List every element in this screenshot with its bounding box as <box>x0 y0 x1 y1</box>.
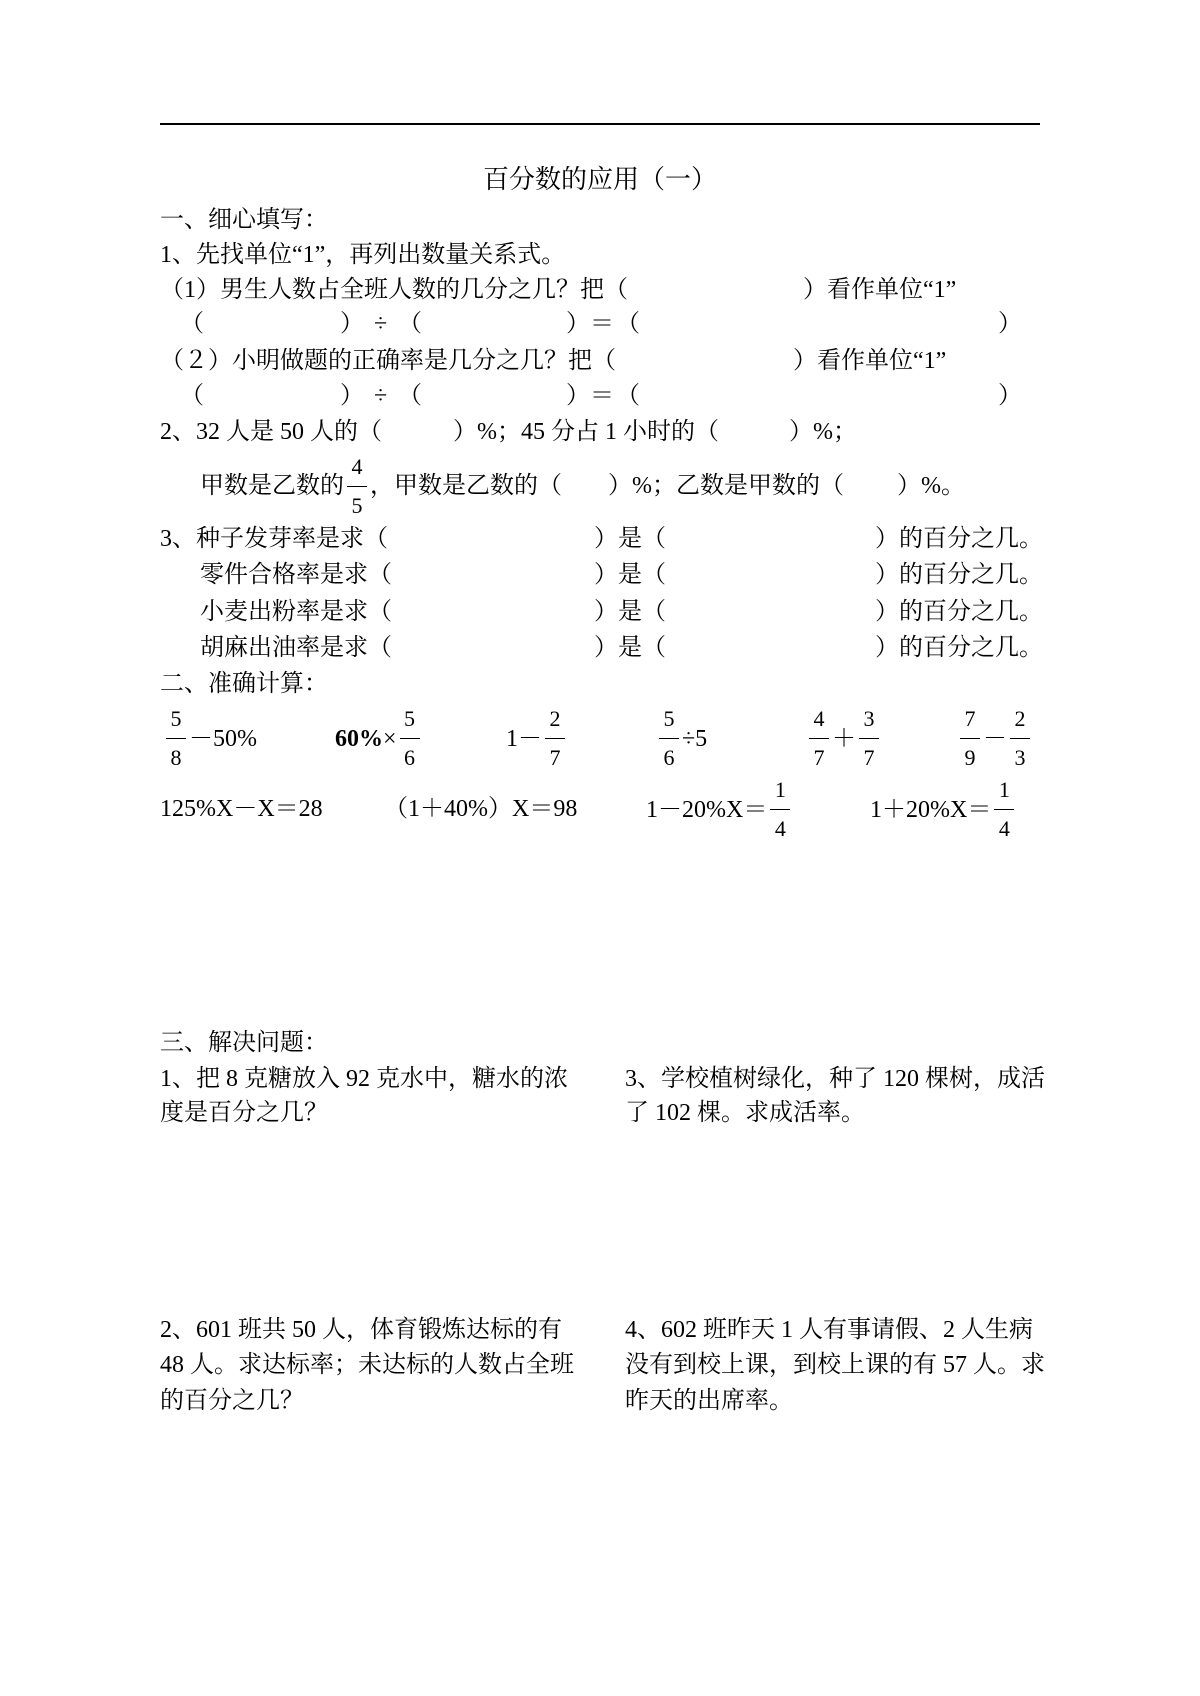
q2-line1-segment: 2、32 人是 50 人的（ <box>160 419 382 445</box>
part3-heading: 三、解决问题： <box>160 1030 328 1056</box>
fraction-denominator: 5 <box>351 493 363 518</box>
fraction-numerator: 5 <box>166 708 186 739</box>
problem-line: 昨天的出席率。 <box>625 1388 793 1414</box>
fraction-numerator: 3 <box>859 708 879 739</box>
fraction-denominator: 4 <box>774 816 786 841</box>
q3-row-end: ）的百分之几。 <box>875 635 1043 661</box>
q3-row-label: 3、种子发芽率是求（ <box>160 526 388 552</box>
q3-row-label: 零件合格率是求（ <box>200 562 392 588</box>
fraction-numerator: 4 <box>809 708 829 739</box>
fraction <box>1010 708 1030 769</box>
q1-sub2-question: （２）小明做题的正确率是几分之几？把（ <box>160 348 616 374</box>
q1-sub1-unit-label: ）看作单位“1” <box>803 277 957 303</box>
fraction-numerator: 1 <box>994 779 1014 810</box>
equals-sign: ＝ <box>590 311 614 337</box>
fraction-denominator: 6 <box>404 745 416 770</box>
fraction <box>960 708 980 769</box>
equation-text: （1＋40%）X＝98 <box>384 796 578 822</box>
fraction-numerator: 2 <box>545 708 565 739</box>
fraction-numerator: 7 <box>960 708 980 739</box>
part1-heading: 一、细心填写： <box>160 207 328 233</box>
problem-line: 的百分之几？ <box>160 1388 304 1414</box>
q1-prompt: 1、先找单位“1”，再列出数量关系式。 <box>160 242 566 268</box>
equation-item <box>646 779 793 840</box>
problem-line: 没有到校上课，到校上课的有 57 人。求 <box>625 1352 1045 1378</box>
divide-sign: ÷ <box>374 383 388 409</box>
calc-item <box>335 708 423 769</box>
fraction <box>545 708 565 769</box>
fraction-denominator: 9 <box>964 745 976 770</box>
q2-line2-segment: ）%；乙数是甲数的（ <box>608 473 844 499</box>
equals-sign: ＝ <box>590 383 614 409</box>
fraction <box>347 456 367 517</box>
q2-line1-segment: ）%； <box>789 419 857 445</box>
multiply-sign: × <box>383 725 397 752</box>
fraction <box>166 708 186 769</box>
formula-close-paren: ） <box>340 383 364 409</box>
formula-open-paren: （ <box>616 311 640 337</box>
fraction-denominator: 6 <box>663 745 675 770</box>
equation-item <box>870 779 1017 840</box>
fraction <box>809 708 829 769</box>
problem-line: 度是百分之几？ <box>160 1100 328 1126</box>
q1-sub1-question: （1）男生人数占全班人数的几分之几？把（ <box>160 277 628 303</box>
calc-item <box>806 708 882 769</box>
problem-line: 4、602 班昨天 1 人有事请假、2 人生病 <box>625 1317 1033 1343</box>
equation-text: 1－20%X＝ <box>646 796 768 823</box>
fraction-denominator: 7 <box>863 745 875 770</box>
fraction <box>400 708 420 769</box>
plus-sign: ＋ <box>832 725 856 752</box>
fraction <box>770 779 790 840</box>
formula-close-paren: ） <box>998 383 1022 409</box>
formula-close-paren: ） <box>566 383 590 409</box>
problem-line: 3、学校植树绿化，种了 120 棵树，成活 <box>625 1066 1045 1092</box>
q3-row-mid: ）是（ <box>594 599 666 625</box>
calc-item <box>957 708 1033 769</box>
problem-line: 2、601 班共 50 人，体育锻炼达标的有 <box>160 1317 562 1343</box>
fraction-denominator: 3 <box>1014 745 1026 770</box>
calc-item <box>506 708 568 769</box>
header-rule <box>160 123 1040 125</box>
formula-open-paren: （ <box>398 311 422 337</box>
fraction-numerator: 2 <box>1010 708 1030 739</box>
divide-sign: ÷ <box>374 311 388 337</box>
formula-close-paren: ） <box>566 311 590 337</box>
q3-row-label: 小麦出粉率是求（ <box>200 599 392 625</box>
problem-line: 了 102 棵。求成活率。 <box>625 1100 865 1126</box>
formula-open-paren: （ <box>616 383 640 409</box>
q3-row-mid: ）是（ <box>594 562 666 588</box>
fraction-denominator: 7 <box>549 745 561 770</box>
q2-line2-segment: ，甲数是乙数的（ <box>370 473 562 499</box>
formula-close-paren: ） <box>998 311 1022 337</box>
formula-close-paren: ） <box>340 311 364 337</box>
fraction-numerator: 4 <box>347 456 367 487</box>
q3-row-label: 胡麻出油率是求（ <box>200 635 392 661</box>
problem-line: 1、把 8 克糖放入 92 克水中，糖水的浓 <box>160 1066 568 1092</box>
calc-text: ÷5 <box>682 725 708 752</box>
formula-open-paren: （ <box>180 383 204 409</box>
minus-sign: － <box>983 725 1007 752</box>
formula-open-paren: （ <box>398 383 422 409</box>
fraction <box>859 708 879 769</box>
q2-line2-lead: 甲数是乙数的 <box>200 473 344 499</box>
q3-row-end: ）的百分之几。 <box>875 599 1043 625</box>
q2-line2-segment: ）%。 <box>897 473 965 499</box>
calc-item <box>163 708 257 769</box>
fraction-numerator: 1 <box>770 779 790 810</box>
calc-item <box>656 708 707 769</box>
fraction-denominator: 4 <box>998 816 1010 841</box>
q1-sub2-unit-label: ）看作单位“1” <box>793 348 947 374</box>
q3-row-mid: ）是（ <box>594 635 666 661</box>
fraction-numerator: 5 <box>659 708 679 739</box>
fraction-denominator: 7 <box>813 745 825 770</box>
fraction-numerator: 5 <box>400 708 420 739</box>
q3-row-mid: ）是（ <box>594 526 666 552</box>
calc-text: －50% <box>189 725 257 752</box>
equation-text: 125%X－X＝28 <box>160 796 323 822</box>
q3-row-end: ）的百分之几。 <box>875 562 1043 588</box>
calc-text: 60% <box>335 725 383 752</box>
formula-open-paren: （ <box>180 311 204 337</box>
fraction <box>659 708 679 769</box>
equation-text: 1＋20%X＝ <box>870 796 992 823</box>
fraction <box>994 779 1014 840</box>
calc-text: 1－ <box>506 725 542 752</box>
problem-line: 48 人。求达标率；未达标的人数占全班 <box>160 1352 574 1378</box>
fraction-denominator: 8 <box>170 745 182 770</box>
worksheet-title: 百分数的应用（一） <box>482 165 717 194</box>
part2-heading: 二、准确计算： <box>160 671 328 697</box>
q3-row-end: ）的百分之几。 <box>875 526 1043 552</box>
q2-line1-segment: ）%；45 分占 1 小时的（ <box>453 419 719 445</box>
